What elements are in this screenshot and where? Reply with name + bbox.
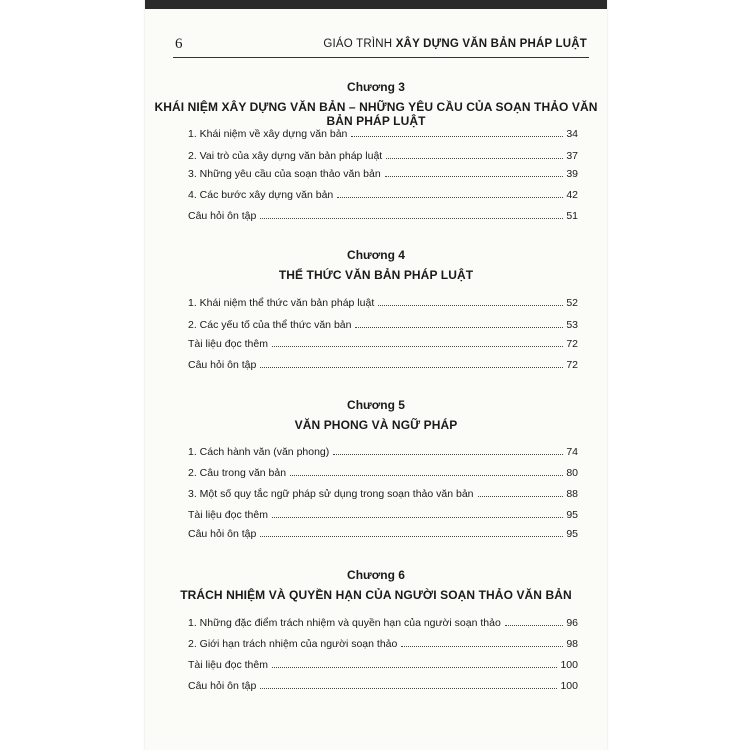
chapter-5-label: Chương 5 <box>347 398 405 412</box>
toc-entry[interactable]: Câu hỏi ôn tập 51 <box>188 210 578 222</box>
chapter-6-title: TRÁCH NHIỆM VÀ QUYỀN HẠN CỦA NGƯỜI SOẠN THẢO VĂN BẢN <box>180 588 572 602</box>
toc-entry[interactable]: 1. Khái niệm thể thức văn bản pháp luật 52 <box>188 297 578 309</box>
toc-entry[interactable]: 2. Câu trong văn bản 80 <box>188 467 578 479</box>
toc-entry[interactable]: Câu hỏi ôn tập 100 <box>188 680 578 692</box>
page-number: 6 <box>175 36 183 52</box>
dot-leader <box>333 454 563 455</box>
book-page <box>145 0 607 750</box>
dot-leader <box>260 367 563 368</box>
dot-leader <box>478 496 564 497</box>
toc-entry[interactable]: 1. Cách hành văn (văn phong) 74 <box>188 446 578 458</box>
dot-leader <box>351 136 563 137</box>
dot-leader <box>401 646 563 647</box>
dot-leader <box>260 536 563 537</box>
chapter-4-title: THỂ THỨC VĂN BẢN PHÁP LUẬT <box>278 268 474 282</box>
header-rule <box>173 57 589 58</box>
toc-entry[interactable]: 3. Những yêu cầu của soạn thảo văn bản 39 <box>188 168 578 180</box>
dot-leader <box>260 218 563 219</box>
running-header <box>323 38 587 50</box>
toc-entry[interactable]: Câu hỏi ôn tập 72 <box>188 359 578 371</box>
dot-leader <box>260 688 557 689</box>
toc-entry[interactable]: 1. Những đặc điểm trách nhiệm và quyền hạn của người soạn thảo 96 <box>188 617 578 629</box>
chapter-3-label: Chương 3 <box>347 80 405 94</box>
toc-entry[interactable]: 2. Vai trò của xây dựng văn bản pháp luật 37 <box>188 150 578 162</box>
running-header-bold: XÂY DỰNG VĂN BẢN PHÁP LUẬT <box>395 38 587 50</box>
dot-leader <box>355 327 563 328</box>
dot-leader <box>337 197 563 198</box>
toc-entry[interactable]: Tài liệu đọc thêm 100 <box>188 659 578 671</box>
page-top-bar <box>145 0 607 9</box>
toc-entry[interactable]: Tài liệu đọc thêm 72 <box>188 338 578 350</box>
dot-leader <box>505 625 564 626</box>
dot-leader <box>386 158 563 159</box>
dot-leader <box>290 475 563 476</box>
toc-entry[interactable]: Câu hỏi ôn tập 95 <box>188 528 578 540</box>
dot-leader <box>272 517 563 518</box>
toc-entry[interactable]: 4. Các bước xây dựng văn bản 42 <box>188 189 578 201</box>
toc-entry[interactable]: Tài liệu đọc thêm 95 <box>188 509 578 521</box>
chapter-3-title: KHÁI NIỆM XÂY DỰNG VĂN BẢN – NHỮNG YÊU CẦU CỦA SOẠN THẢO VĂN BẢN PHÁP LUẬT <box>154 100 598 128</box>
toc-entry[interactable]: 2. Giới hạn trách nhiệm của người soạn thảo 98 <box>188 638 578 650</box>
dot-leader <box>385 176 564 177</box>
chapter-5-title: VĂN PHONG VÀ NGỮ PHÁP <box>294 418 458 432</box>
chapter-4-label: Chương 4 <box>347 248 405 262</box>
toc-entry[interactable]: 3. Một số quy tắc ngữ pháp sử dụng trong soạn thảo văn bản 88 <box>188 488 578 500</box>
dot-leader <box>272 667 558 668</box>
running-header-plain: GIÁO TRÌNH <box>323 38 393 50</box>
toc-entry[interactable]: 2. Các yếu tố của thể thức văn bản 53 <box>188 319 578 331</box>
dot-leader <box>272 346 563 347</box>
dot-leader <box>378 305 563 306</box>
toc-entry[interactable]: 1. Khái niệm về xây dựng văn bản 34 <box>188 128 578 140</box>
chapter-6-label: Chương 6 <box>347 568 405 582</box>
